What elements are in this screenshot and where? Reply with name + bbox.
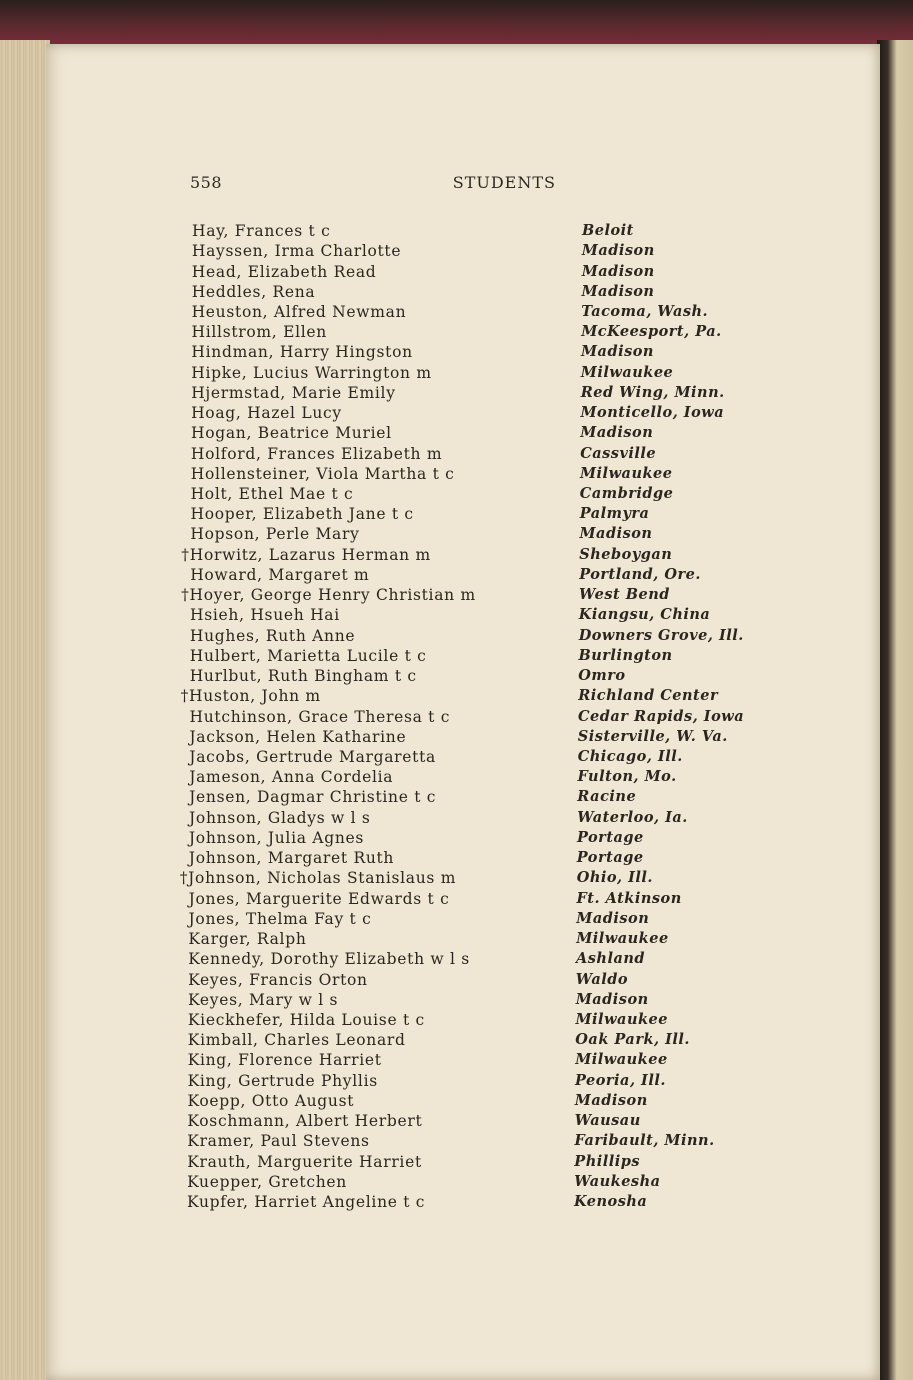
student-entry (0, 1132, 913, 1152)
page-number: 558 (190, 173, 223, 192)
student-name: Keyes, Francis Orton (188, 970, 368, 989)
student-entry (0, 728, 913, 748)
student-entry (0, 586, 913, 606)
student-entry (0, 1011, 913, 1031)
student-hometown: Cedar Rapids, Iowa (578, 707, 745, 725)
student-hometown: Madison (581, 343, 654, 361)
student-entry (0, 1031, 913, 1051)
student-entry (0, 384, 913, 404)
student-name: Hollensteiner, Viola Martha t c (190, 464, 455, 483)
student-hometown: McKeesport, Pa. (581, 323, 722, 341)
student-hometown: Sisterville, W. Va. (577, 727, 728, 745)
student-entry (0, 404, 913, 424)
student-name: Koschmann, Albert Herbert (187, 1112, 423, 1131)
student-entry (0, 748, 913, 768)
student-name: Jones, Marguerite Edwards t c (188, 889, 450, 908)
student-name: Hulbert, Marietta Lucile t c (189, 646, 427, 665)
student-name: Hooper, Elizabeth Jane t c (190, 505, 414, 524)
student-name: Heuston, Alfred Newman (191, 302, 407, 321)
student-entry (0, 525, 913, 545)
student-hometown: Downers Grove, Ill. (578, 626, 744, 644)
running-title: STUDENTS (452, 173, 556, 192)
student-name: Kieckhefer, Hilda Louise t c (187, 1010, 425, 1029)
student-name: Karger, Ralph (188, 930, 307, 948)
student-hometown: Madison (575, 990, 649, 1008)
student-name: Jackson, Helen Katharine (189, 727, 407, 746)
student-name: Hipke, Lucius Warrington m (191, 363, 432, 382)
student-name: Jones, Thelma Fay t c (188, 909, 372, 928)
student-name: Krauth, Marguerite Harriet (187, 1152, 422, 1171)
student-name: Johnson, Margaret Ruth (188, 849, 395, 868)
student-name: Heddles, Rena (191, 282, 316, 301)
student-hometown: Cambridge (579, 485, 674, 502)
student-entry (0, 1173, 913, 1193)
student-name: Howard, Margaret m (190, 565, 370, 584)
student-hometown: Portage (576, 849, 644, 867)
student-name: Kupfer, Harriet Angeline t c (187, 1193, 426, 1211)
student-hometown: Beloit (582, 222, 634, 239)
student-entry (0, 485, 913, 505)
student-entry (0, 242, 913, 262)
student-hometown: Cassville (580, 444, 657, 462)
student-name: Keyes, Mary w l s (188, 990, 339, 1009)
student-hometown: Madison (581, 242, 655, 260)
student-entry (0, 869, 913, 889)
student-entry (0, 667, 913, 687)
student-hometown: Waldo (575, 970, 629, 988)
student-hometown: Peoria, Ill. (575, 1071, 666, 1089)
student-name: Koepp, Otto August (187, 1091, 355, 1110)
student-hometown: Ohio, Ill. (576, 869, 653, 887)
student-entry (0, 647, 913, 667)
student-entry (0, 1112, 913, 1132)
student-hometown: Kiangsu, China (578, 606, 711, 624)
student-name: Jameson, Anna Cordelia (189, 768, 394, 787)
student-hometown: Milwaukee (575, 1051, 668, 1069)
student-entry (0, 829, 913, 849)
student-entry (0, 465, 913, 485)
student-hometown: Madison (581, 282, 655, 300)
student-entry (0, 788, 913, 808)
student-entry (0, 910, 913, 930)
student-name: Jensen, Dagmar Christine t c (189, 788, 437, 807)
student-name: Holford, Frances Elizabeth m (190, 444, 443, 463)
student-entry (0, 505, 913, 525)
student-name: Kramer, Paul Stevens (187, 1132, 370, 1151)
student-hometown: Omro (578, 667, 626, 684)
student-hometown: Ashland (576, 950, 646, 968)
student-hometown: Fulton, Mo. (577, 768, 677, 786)
student-entry (0, 991, 913, 1011)
student-hometown: Milwaukee (580, 363, 674, 381)
student-entry (0, 222, 913, 242)
student-entry (0, 627, 913, 647)
student-hometown: Portage (577, 828, 644, 846)
student-entry (0, 1153, 913, 1173)
student-entry (0, 1072, 913, 1092)
student-hometown: Madison (580, 424, 654, 442)
student-entry (0, 1051, 913, 1071)
student-name: King, Florence Harriet (187, 1051, 382, 1070)
student-entry (0, 930, 913, 950)
student-entry (0, 606, 913, 626)
student-name: †Johnson, Nicholas Stanislaus m (179, 869, 457, 888)
student-hometown: Madison (579, 525, 653, 543)
student-entry (0, 283, 913, 303)
student-hometown: Waukesha (574, 1172, 661, 1190)
student-name: Kimball, Charles Leonard (187, 1031, 406, 1050)
student-entry (0, 687, 913, 707)
student-hometown: Palmyra (579, 505, 650, 523)
student-hometown: Ft. Atkinson (576, 889, 682, 907)
student-name: Head, Elizabeth Read (191, 262, 377, 281)
student-name: Hayssen, Irma Charlotte (191, 242, 402, 261)
student-entry (0, 445, 913, 465)
student-entry (0, 708, 913, 728)
student-hometown: Waterloo, Ia. (577, 808, 688, 826)
student-entry (0, 890, 913, 910)
student-hometown: Chicago, Ill. (577, 748, 683, 765)
student-name: Hillstrom, Ellen (191, 323, 327, 342)
student-entry (0, 546, 913, 566)
student-entry (0, 263, 913, 283)
student-name: Hindman, Harry Hingston (191, 343, 413, 362)
student-name: Jacobs, Gertrude Margaretta (189, 748, 436, 766)
student-name: Kennedy, Dorothy Elizabeth w l s (188, 950, 470, 969)
student-hometown: Phillips (574, 1152, 641, 1170)
student-hometown: Madison (576, 909, 650, 927)
student-hometown: Portland, Ore. (579, 565, 701, 583)
student-entry (0, 1092, 913, 1112)
student-hometown: Oak Park, Ill. (575, 1031, 690, 1049)
student-name: Holt, Ethel Mae t c (190, 485, 354, 503)
student-entry (0, 303, 913, 323)
student-hometown: Richland Center (578, 687, 719, 705)
student-hometown: Wausau (574, 1112, 641, 1130)
student-name: Hogan, Beatrice Muriel (191, 424, 392, 443)
student-hometown: Milwaukee (580, 464, 673, 482)
student-name: Hjermstad, Marie Emily (191, 383, 396, 402)
student-entry (0, 1193, 913, 1213)
student-hometown: West Bend (579, 586, 670, 604)
student-name: Hopson, Perle Mary (190, 525, 360, 544)
student-hometown: Milwaukee (576, 930, 669, 947)
student-hometown: Milwaukee (575, 1010, 668, 1028)
student-hometown: Sheboygan (579, 545, 673, 563)
student-name: Hughes, Ruth Anne (189, 626, 356, 645)
student-hometown: Faribault, Minn. (574, 1132, 715, 1150)
student-entry (0, 809, 913, 829)
student-hometown: Kenosha (574, 1193, 648, 1210)
student-entry (0, 343, 913, 363)
student-hometown: Red Wing, Minn. (580, 383, 725, 401)
student-entry (0, 566, 913, 586)
student-name: †Hoyer, George Henry Christian m (181, 586, 476, 605)
student-name: Hoag, Hazel Lucy (191, 404, 342, 423)
student-name: Kuepper, Gretchen (187, 1172, 347, 1191)
student-hometown: Burlington (578, 646, 673, 664)
student-name: King, Gertrude Phyllis (187, 1071, 378, 1090)
student-entry (0, 364, 913, 384)
student-name: Johnson, Gladys w l s (189, 808, 371, 827)
student-name: Hutchinson, Grace Theresa t c (189, 707, 451, 726)
student-hometown: Madison (581, 262, 655, 280)
student-hometown: Racine (577, 788, 637, 806)
student-name: Johnson, Julia Agnes (188, 828, 365, 847)
student-hometown: Tacoma, Wash. (581, 302, 709, 320)
student-hometown: Monticello, Iowa (580, 404, 725, 422)
student-entry (0, 424, 913, 444)
student-entry (0, 849, 913, 869)
student-entry (0, 768, 913, 788)
student-entry (0, 971, 913, 991)
student-name: †Horwitz, Lazarus Herman m (181, 545, 431, 564)
student-name: †Huston, John m (180, 687, 321, 706)
student-entry (0, 950, 913, 970)
student-entry (0, 323, 913, 343)
student-hometown: Madison (574, 1091, 648, 1109)
student-name: Hay, Frances t c (192, 222, 331, 240)
student-name: Hurlbut, Ruth Bingham t c (189, 667, 417, 685)
student-name: Hsieh, Hsueh Hai (190, 606, 340, 625)
